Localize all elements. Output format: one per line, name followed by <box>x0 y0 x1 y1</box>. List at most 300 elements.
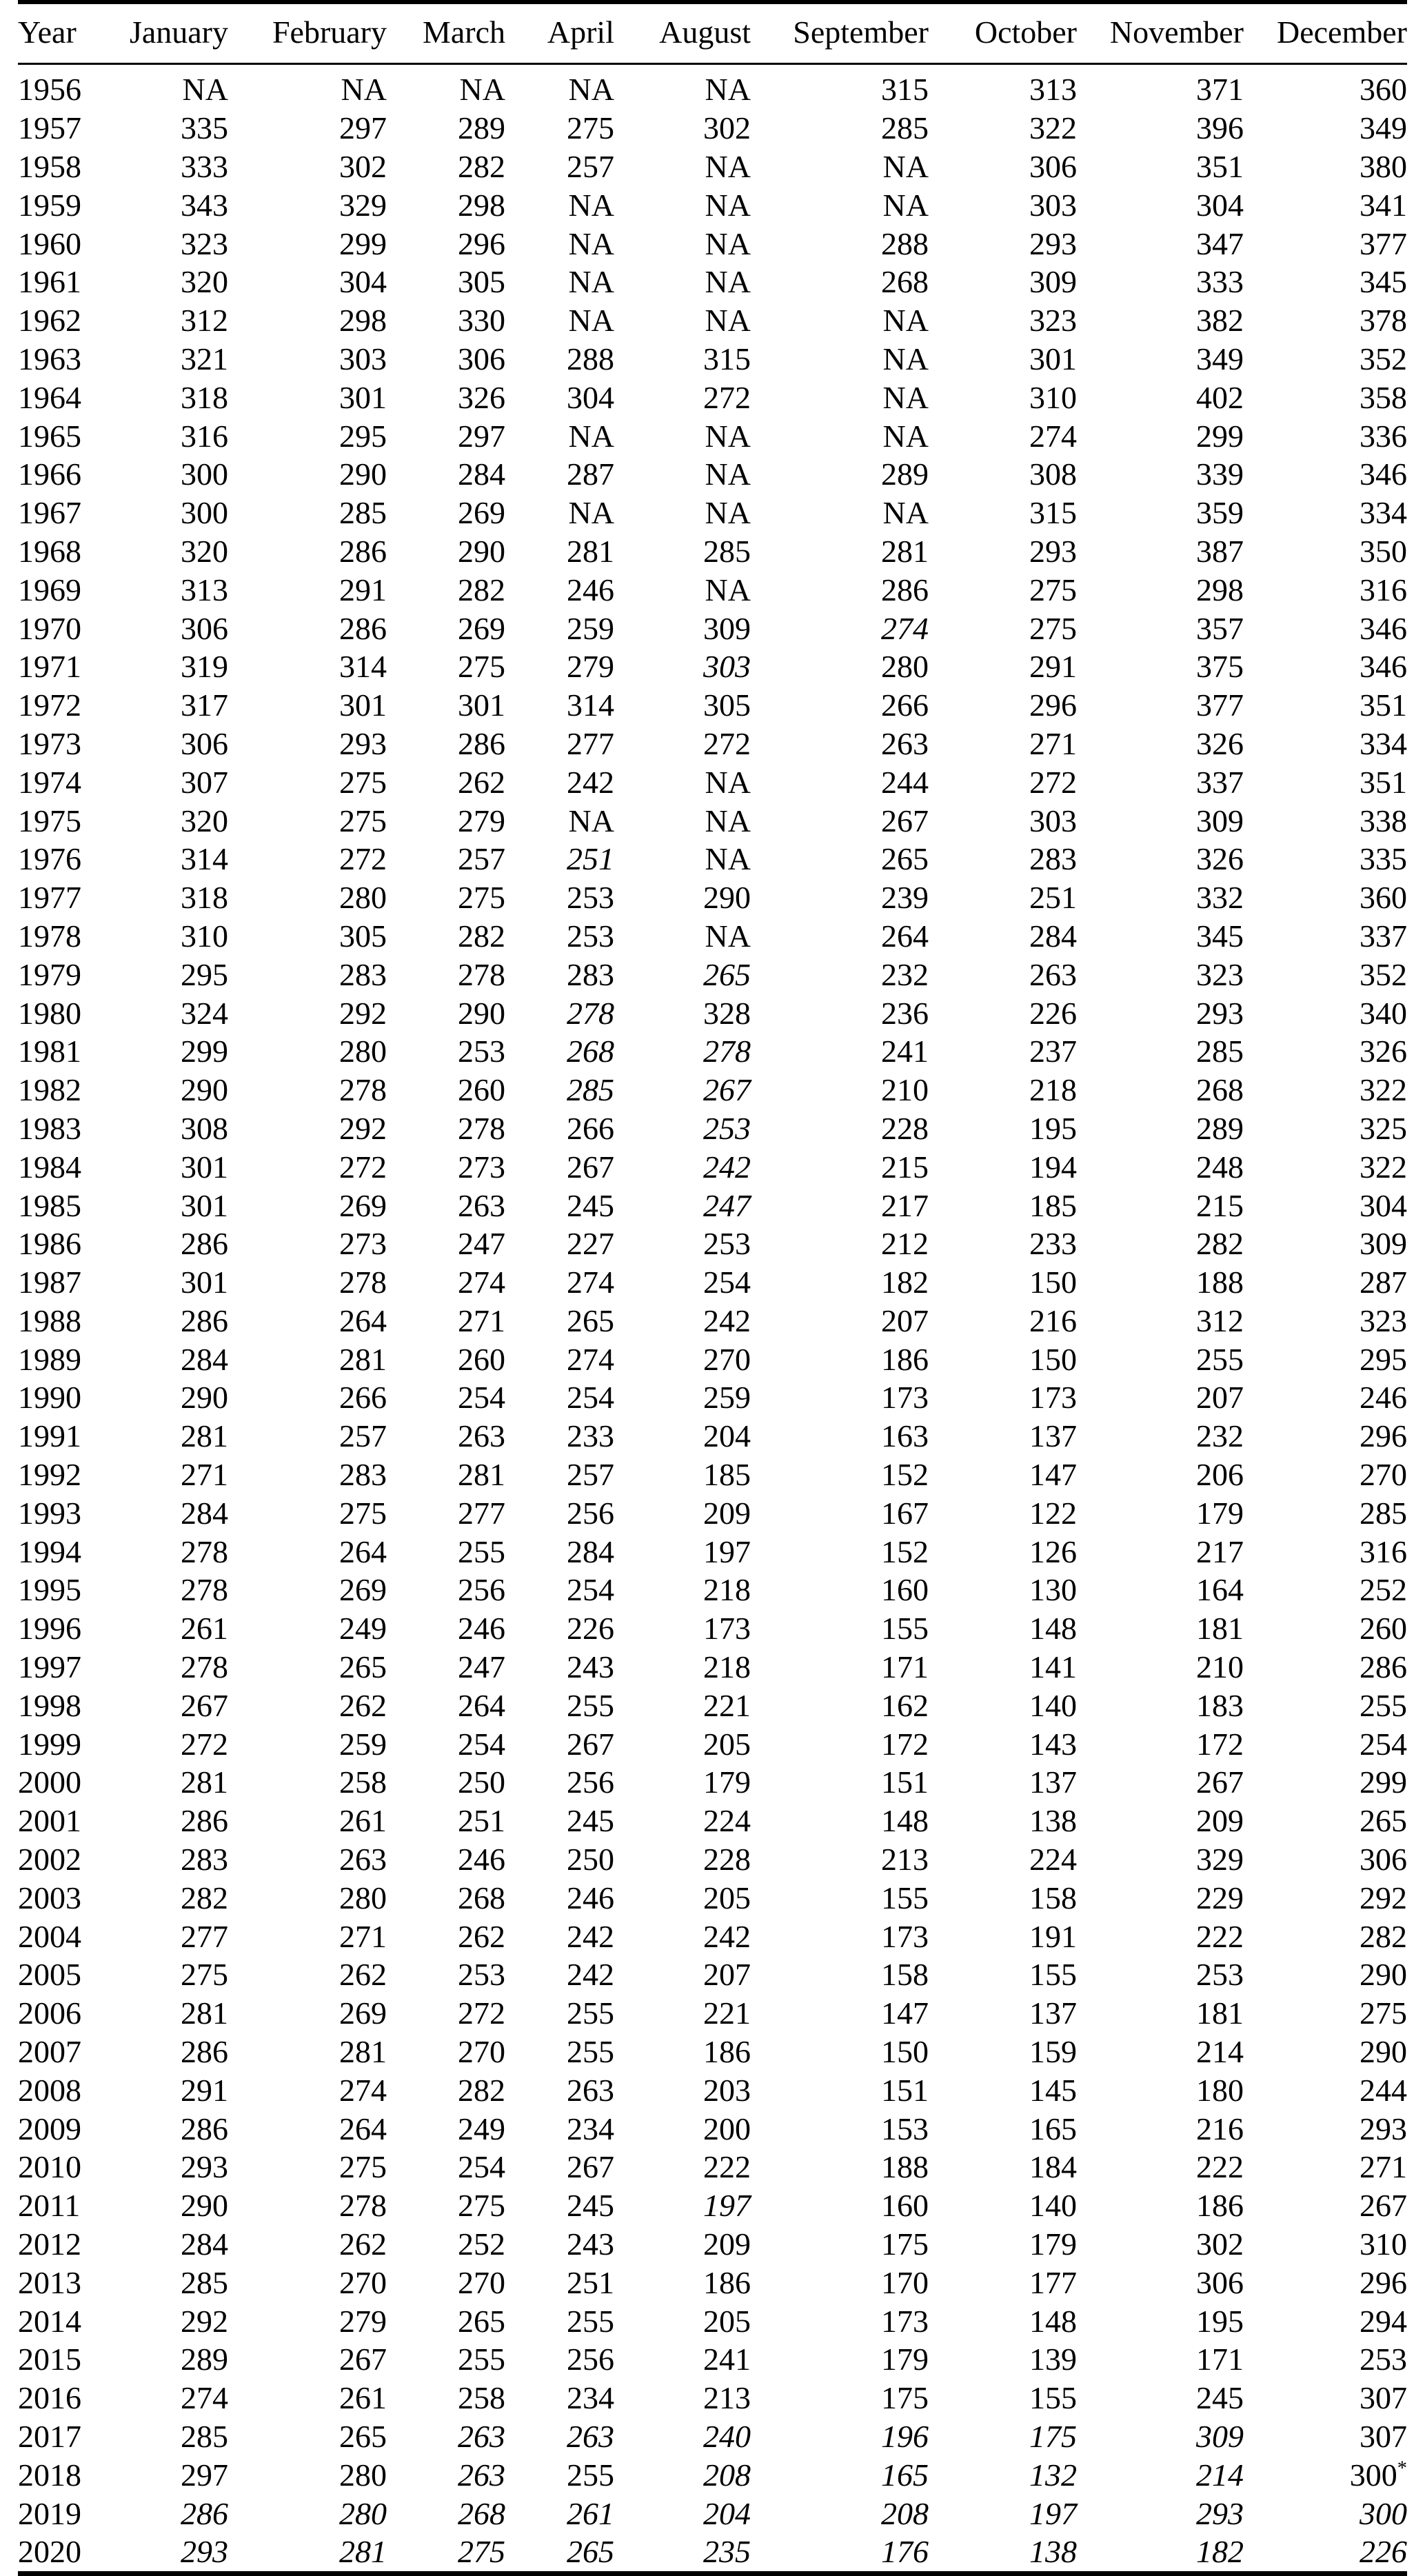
value-cell: 247 <box>703 1187 751 1223</box>
value-cell: 253 <box>1196 1957 1244 1993</box>
value-cell: 175 <box>1029 2419 1077 2454</box>
value-cell: 279 <box>567 649 614 685</box>
year-cell: 1958 <box>18 148 81 184</box>
value-cell: 345 <box>1360 264 1407 300</box>
value-cell: 309 <box>1196 2419 1244 2454</box>
value-cell: 245 <box>1196 2380 1244 2416</box>
value-cell: 251 <box>458 1803 505 1839</box>
value-cell: NA <box>705 225 751 261</box>
value-cell: 285 <box>1360 1495 1407 1531</box>
year-cell: 2007 <box>18 2034 81 2070</box>
value-cell: 306 <box>181 610 228 646</box>
value-cell: 283 <box>339 956 387 992</box>
value-cell: 242 <box>567 1957 614 1993</box>
year-cell: 1966 <box>18 456 81 492</box>
table-row <box>18 1840 1407 1879</box>
value-cell: 309 <box>703 610 751 646</box>
year-cell: 2002 <box>18 1842 81 1878</box>
value-cell: 306 <box>1360 1842 1407 1878</box>
value-cell: 208 <box>881 2495 929 2531</box>
value-cell: 185 <box>1029 1187 1077 1223</box>
value-cell: 171 <box>1196 2342 1244 2377</box>
value-cell: 195 <box>1196 2303 1244 2339</box>
value-cell: 308 <box>181 1110 228 1146</box>
value-cell: 296 <box>1360 1418 1407 1454</box>
value-cell: 241 <box>703 2342 751 2377</box>
value-cell: 165 <box>1029 2111 1077 2146</box>
table-row <box>18 2340 1407 2379</box>
value-cell: 287 <box>567 456 614 492</box>
year-cell: 1965 <box>18 418 81 454</box>
value-cell: 301 <box>181 1149 228 1185</box>
value-cell: 266 <box>567 1110 614 1146</box>
year-cell: 2017 <box>18 2419 81 2454</box>
column-header: November <box>1077 4 1244 64</box>
value-cell: 275 <box>339 803 387 838</box>
value-cell: 175 <box>881 2380 929 2416</box>
value-cell: 143 <box>1029 1726 1077 1762</box>
value-cell: 280 <box>339 1880 387 1915</box>
value-cell: 254 <box>458 2149 505 2185</box>
table-header <box>18 4 1407 64</box>
value-cell: 247 <box>458 1226 505 1262</box>
value-cell: 315 <box>1029 495 1077 531</box>
value-cell: 332 <box>1196 880 1244 916</box>
value-cell: 269 <box>339 1572 387 1608</box>
value-cell: 315 <box>881 72 929 108</box>
value-cell: NA <box>568 803 614 838</box>
value-cell: 253 <box>567 918 614 954</box>
value-cell: 271 <box>339 1918 387 1954</box>
value-cell: 272 <box>703 379 751 415</box>
value-cell: 244 <box>1360 2072 1407 2108</box>
value-cell: 278 <box>458 956 505 992</box>
header-row <box>18 4 1407 64</box>
year-cell: 2004 <box>18 1918 81 1954</box>
value-cell: 377 <box>1360 225 1407 261</box>
value-cell: 179 <box>703 1764 751 1800</box>
value-cell: 214 <box>1196 2034 1244 2070</box>
value-cell: 197 <box>1029 2495 1077 2531</box>
value-cell: 173 <box>1029 1380 1077 1416</box>
year-cell: 2009 <box>18 2111 81 2146</box>
value-cell: 290 <box>181 2188 228 2224</box>
year-cell: 1963 <box>18 341 81 376</box>
value-cell: 283 <box>567 956 614 992</box>
table-row <box>18 1878 1407 1917</box>
value-cell: 277 <box>181 1918 228 1954</box>
value-cell: NA <box>568 303 614 339</box>
table-row <box>18 2417 1407 2456</box>
value-cell: 246 <box>567 1880 614 1915</box>
table-row <box>18 378 1407 416</box>
table-row <box>18 1648 1407 1687</box>
table-row <box>18 185 1407 224</box>
value-cell: 268 <box>567 1034 614 1069</box>
value-cell: 245 <box>567 2188 614 2224</box>
value-cell: 382 <box>1196 303 1244 339</box>
value-cell: 335 <box>181 110 228 146</box>
value-cell: 259 <box>339 1726 387 1762</box>
value-cell: 278 <box>458 1110 505 1146</box>
value-cell: 296 <box>458 225 505 261</box>
monthly-data-table <box>18 4 1407 2571</box>
value-cell: 258 <box>458 2380 505 2416</box>
value-cell: 126 <box>1029 1533 1077 1569</box>
value-cell: NA <box>568 418 614 454</box>
value-cell: 272 <box>339 1149 387 1185</box>
value-cell: 306 <box>458 341 505 376</box>
value-cell: 286 <box>1360 1649 1407 1685</box>
value-cell: 255 <box>458 2342 505 2377</box>
year-cell: 1978 <box>18 918 81 954</box>
value-cell: 285 <box>181 2264 228 2300</box>
value-cell: 228 <box>703 1842 751 1878</box>
value-cell: 173 <box>881 1380 929 1416</box>
value-cell: 179 <box>881 2342 929 2377</box>
value-cell: 289 <box>881 456 929 492</box>
table-row <box>18 1917 1407 1955</box>
value-cell: 313 <box>181 572 228 607</box>
value-cell: 234 <box>567 2380 614 2416</box>
value-cell: 209 <box>1196 1803 1244 1839</box>
value-cell: 148 <box>1029 1611 1077 1647</box>
table-row <box>18 840 1407 878</box>
table-row <box>18 1109 1407 1148</box>
value-cell: 145 <box>1029 2072 1077 2108</box>
value-cell: 286 <box>181 2495 228 2531</box>
value-cell: 214 <box>1196 2457 1244 2493</box>
value-cell: 396 <box>1196 110 1244 146</box>
value-cell: 270 <box>458 2264 505 2300</box>
value-cell: 293 <box>1196 2495 1244 2531</box>
year-cell: 1972 <box>18 687 81 723</box>
value-cell: 351 <box>1196 148 1244 184</box>
value-cell: 205 <box>703 2303 751 2339</box>
value-cell: 329 <box>339 187 387 223</box>
value-cell: 252 <box>1360 1572 1407 1608</box>
value-cell: 264 <box>881 918 929 954</box>
value-cell: 294 <box>1360 2303 1407 2339</box>
value-cell: 256 <box>458 1572 505 1608</box>
value-cell: 297 <box>339 110 387 146</box>
value-cell: 265 <box>567 2534 614 2570</box>
value-cell: 249 <box>458 2111 505 2146</box>
value-cell: 283 <box>339 1457 387 1493</box>
value-cell: 209 <box>703 2226 751 2262</box>
value-cell: 241 <box>881 1034 929 1069</box>
value-cell: 186 <box>1196 2188 1244 2224</box>
value-cell: 263 <box>567 2419 614 2454</box>
value-cell: 275 <box>1029 572 1077 607</box>
value-cell: 304 <box>567 379 614 415</box>
value-cell: 296 <box>1029 687 1077 723</box>
year-cell: 1969 <box>18 572 81 607</box>
value-cell: 275 <box>1360 1995 1407 2031</box>
value-cell: 200 <box>703 2111 751 2146</box>
value-cell: 224 <box>1029 1842 1077 1878</box>
value-cell: 322 <box>1360 1149 1407 1185</box>
value-cell: 234 <box>567 2111 614 2146</box>
value-cell: 292 <box>339 995 387 1031</box>
value-cell: 289 <box>181 2342 228 2377</box>
value-cell: NA <box>341 72 387 108</box>
value-cell: 286 <box>181 2111 228 2146</box>
value-cell: 334 <box>1360 725 1407 761</box>
value-cell: 266 <box>881 687 929 723</box>
table-row <box>18 340 1407 379</box>
value-cell: 268 <box>458 1880 505 1915</box>
value-cell: 290 <box>181 1072 228 1108</box>
value-cell: 323 <box>1029 303 1077 339</box>
table-row <box>18 1532 1407 1571</box>
value-cell: 181 <box>1196 1995 1244 2031</box>
value-cell: 290 <box>1360 1957 1407 1993</box>
value-cell: 307 <box>1360 2380 1407 2416</box>
value-cell: 186 <box>881 1341 929 1377</box>
value-cell: 293 <box>1029 533 1077 569</box>
value-cell: 329 <box>1196 1842 1244 1878</box>
year-cell: 1996 <box>18 1611 81 1647</box>
table-row <box>18 1225 1407 1263</box>
year-cell: 2012 <box>18 2226 81 2262</box>
value-cell: 295 <box>1360 1341 1407 1377</box>
value-cell: 288 <box>567 341 614 376</box>
value-cell: 242 <box>567 764 614 800</box>
value-cell: 271 <box>181 1457 228 1493</box>
value-cell: 281 <box>181 1995 228 2031</box>
year-cell: 2000 <box>18 1764 81 1800</box>
value-cell: 304 <box>1360 1187 1407 1223</box>
value-cell: 271 <box>1360 2149 1407 2185</box>
value-cell: 357 <box>1196 610 1244 646</box>
value-cell: 281 <box>181 1418 228 1454</box>
value-cell: 280 <box>339 2457 387 2493</box>
value-cell: 286 <box>181 1803 228 1839</box>
table-row <box>18 878 1407 917</box>
value-cell: 282 <box>458 148 505 184</box>
year-cell: 1997 <box>18 1649 81 1685</box>
value-cell: 301 <box>1029 341 1077 376</box>
value-cell: 218 <box>1029 1072 1077 1108</box>
value-cell: 183 <box>1196 1687 1244 1723</box>
value-cell: 295 <box>339 418 387 454</box>
value-cell: 268 <box>458 2495 505 2531</box>
value-cell: 320 <box>181 803 228 838</box>
value-cell: 268 <box>1196 1072 1244 1108</box>
table-row <box>18 2263 1407 2302</box>
value-cell: NA <box>459 72 505 108</box>
year-cell: 1979 <box>18 956 81 992</box>
value-cell: 254 <box>458 1726 505 1762</box>
value-cell: 304 <box>1196 187 1244 223</box>
year-cell: 1988 <box>18 1302 81 1338</box>
value-cell: 265 <box>458 2303 505 2339</box>
value-cell: 272 <box>1029 764 1077 800</box>
value-cell: 247 <box>458 1649 505 1685</box>
value-cell: 216 <box>1196 2111 1244 2146</box>
value-cell: 320 <box>181 264 228 300</box>
value-cell: NA <box>182 72 228 108</box>
table-row <box>18 2494 1407 2533</box>
value-cell: 333 <box>1196 264 1244 300</box>
value-cell: NA <box>705 148 751 184</box>
value-cell: 222 <box>703 2149 751 2185</box>
value-cell: 226 <box>1029 995 1077 1031</box>
value-cell: 303 <box>339 341 387 376</box>
value-cell: 155 <box>1029 2380 1077 2416</box>
value-cell: 233 <box>1029 1226 1077 1262</box>
value-cell: 324 <box>181 995 228 1031</box>
value-cell: 266 <box>339 1380 387 1416</box>
value-cell: 280 <box>339 2495 387 2531</box>
value-cell: 275 <box>181 1957 228 1993</box>
value-cell: 387 <box>1196 533 1244 569</box>
value-cell: 272 <box>458 1995 505 2031</box>
table-row <box>18 763 1407 801</box>
value-cell: 164 <box>1196 1572 1244 1608</box>
value-cell: 270 <box>339 2264 387 2300</box>
table-row <box>18 994 1407 1032</box>
year-cell: 2018 <box>18 2457 81 2493</box>
value-cell: 274 <box>181 2380 228 2416</box>
value-cell: 233 <box>567 1418 614 1454</box>
table-row <box>18 64 1407 109</box>
value-cell: 278 <box>703 1034 751 1069</box>
value-cell: 293 <box>181 2534 228 2570</box>
value-cell: 351 <box>1360 687 1407 723</box>
year-cell: 1986 <box>18 1226 81 1262</box>
value-cell: 286 <box>181 1302 228 1338</box>
value-cell: 360 <box>1360 880 1407 916</box>
value-cell: 323 <box>181 225 228 261</box>
value-cell: 148 <box>881 1803 929 1839</box>
value-cell: 197 <box>703 1533 751 1569</box>
table-row <box>18 725 1407 763</box>
value-cell: 175 <box>881 2226 929 2262</box>
value-cell: 257 <box>567 148 614 184</box>
value-cell: 343 <box>181 187 228 223</box>
value-cell: 179 <box>1196 1495 1244 1531</box>
value-cell: NA <box>705 841 751 877</box>
value-cell: 195 <box>1029 1110 1077 1146</box>
value-cell: 264 <box>339 2111 387 2146</box>
value-cell: 226 <box>1360 2534 1407 2570</box>
value-cell: 339 <box>1196 456 1244 492</box>
value-cell: NA <box>568 187 614 223</box>
value-cell: 300 <box>181 456 228 492</box>
value-cell: 140 <box>1029 1687 1077 1723</box>
value-cell: 263 <box>567 2072 614 2108</box>
value-cell: 280 <box>339 1034 387 1069</box>
value-cell: NA <box>882 341 929 376</box>
value-cell: 310 <box>1360 2226 1407 2262</box>
value-cell: 377 <box>1196 687 1244 723</box>
value-cell: 167 <box>881 1495 929 1531</box>
value-cell: 350 <box>1360 533 1407 569</box>
value-cell: 313 <box>1029 72 1077 108</box>
value-cell: 303 <box>1029 187 1077 223</box>
value-cell: 182 <box>881 1265 929 1300</box>
table-row <box>18 1686 1407 1724</box>
year-cell: 1999 <box>18 1726 81 1762</box>
value-cell: 314 <box>567 687 614 723</box>
value-cell: 250 <box>567 1842 614 1878</box>
value-cell: 147 <box>1029 1457 1077 1493</box>
value-cell: 278 <box>339 1265 387 1300</box>
value-cell: NA <box>705 418 751 454</box>
value-cell: 301 <box>181 1265 228 1300</box>
value-cell: 263 <box>881 725 929 761</box>
value-cell: 260 <box>458 1072 505 1108</box>
value-cell: 229 <box>1196 1880 1244 1915</box>
value-cell: 159 <box>1029 2034 1077 2070</box>
table-row <box>18 1802 1407 1840</box>
year-cell: 1976 <box>18 841 81 877</box>
value-cell: 172 <box>1196 1726 1244 1762</box>
value-cell: 262 <box>458 764 505 800</box>
value-cell: 282 <box>458 572 505 607</box>
value-cell: 261 <box>567 2495 614 2531</box>
year-cell: 1968 <box>18 533 81 569</box>
year-cell: 1956 <box>18 72 81 108</box>
value-cell: 320 <box>181 533 228 569</box>
value-cell: 286 <box>181 2034 228 2070</box>
year-cell: 1960 <box>18 225 81 261</box>
value-cell: 284 <box>567 1533 614 1569</box>
value-cell: 292 <box>181 2303 228 2339</box>
value-cell: 334 <box>1360 495 1407 531</box>
value-cell: 282 <box>181 1880 228 1915</box>
value-cell: 262 <box>339 1957 387 1993</box>
value-cell: 277 <box>458 1495 505 1531</box>
value-cell: 160 <box>881 2188 929 2224</box>
value-cell: 260 <box>1360 1611 1407 1647</box>
value-cell: 205 <box>703 1880 751 1915</box>
value-cell: 254 <box>1360 1726 1407 1762</box>
table-row <box>18 2148 1407 2186</box>
value-cell: 321 <box>181 341 228 376</box>
value-cell: 299 <box>339 225 387 261</box>
year-cell: 2003 <box>18 1880 81 1915</box>
value-cell: 209 <box>703 1495 751 1531</box>
value-cell: 263 <box>458 1187 505 1223</box>
value-cell: 346 <box>1360 610 1407 646</box>
value-cell: 275 <box>458 2188 505 2224</box>
value-cell: 263 <box>339 1842 387 1878</box>
value-cell: 305 <box>339 918 387 954</box>
year-cell: 2014 <box>18 2303 81 2339</box>
value-cell: 352 <box>1360 341 1407 376</box>
value-cell: 346 <box>1360 456 1407 492</box>
value-cell: 336 <box>1360 418 1407 454</box>
value-cell: NA <box>705 264 751 300</box>
value-cell: 300 <box>1360 2495 1407 2531</box>
value-cell: 265 <box>339 1649 387 1685</box>
value-cell: 316 <box>1360 572 1407 607</box>
value-cell: 269 <box>458 495 505 531</box>
value-cell: 155 <box>1029 1957 1077 1993</box>
value-cell: 163 <box>881 1418 929 1454</box>
value-cell: 275 <box>567 110 614 146</box>
value-cell: 323 <box>1360 1302 1407 1338</box>
value-cell: 222 <box>1196 1918 1244 1954</box>
value-cell: 269 <box>458 610 505 646</box>
table-row <box>18 109 1407 148</box>
value-cell: 302 <box>1196 2226 1244 2262</box>
value-cell: 310 <box>1029 379 1077 415</box>
value-cell: 153 <box>881 2111 929 2146</box>
